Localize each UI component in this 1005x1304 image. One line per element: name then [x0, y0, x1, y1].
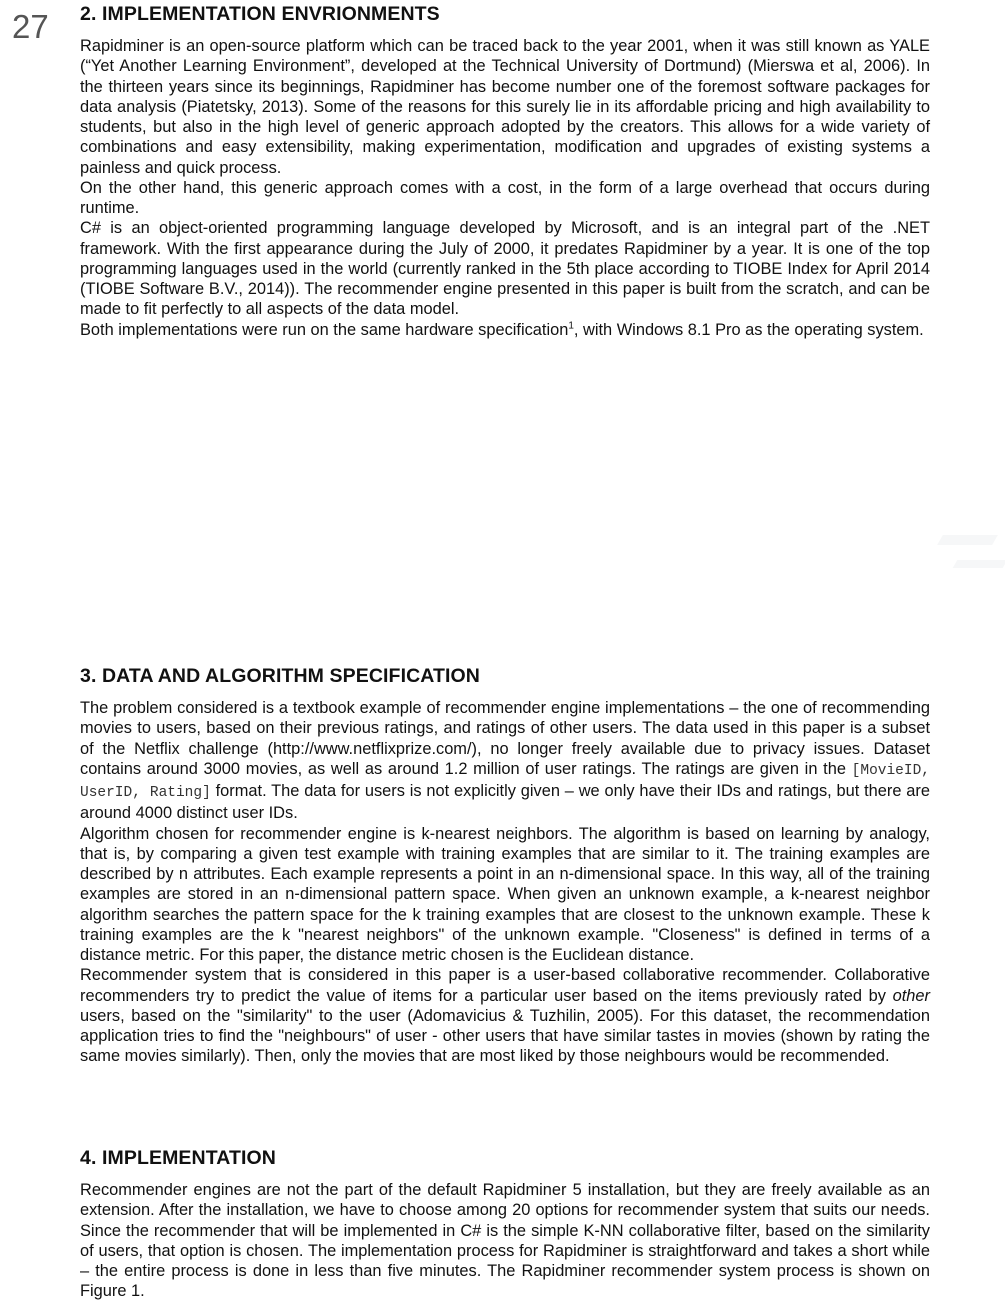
paragraph: C# is an object-oriented programming language developed by Microsoft, and is an integral part of the .NET framework. With the first appearance during the July of 2000, it predates Rapidminer by a year. It is one of the top programming languages used in the world (currently ranked in the 5th place according to TIOBE Index for April 2014 (TIOBE Software B.V., 2014)). The recommender engine presented in this paper is built from the scratch, and can be made to fit perfectly to all aspects of the data model. [80, 219, 930, 319]
section-implementation-environments [80, 2, 930, 340]
paragraph: Rapidminer is an open-source platform which can be traced back to the year 2001, when it was still known as YALE (“Yet Another Learning Environment”, developed at the Technical University of Dortmund) (Mierswa et al, 2006). In the thirteen years since its beginnings, Rapidminer has become number one of the foremost software packages for data analysis (Piatetsky, 2013). Some of the reasons for this surely lie in its affordable pricing and high availability to students, but also in the high level of generic approach adopted by the creators. This allows for a wide variety of combinations and easy extensibility, making experimentation, modification and upgrades of existing systems a painless and quick process. [80, 37, 930, 177]
section-implementation [80, 1146, 930, 1302]
paragraph [80, 698, 930, 824]
paragraph-text: , with Windows 8.1 Pro as the operating system. [573, 320, 924, 339]
section-heading: 4. IMPLEMENTATION [80, 1147, 276, 1169]
paragraph [80, 965, 930, 1066]
paragraph-text: users, based on the "similarity" to the user (Adomavicius & Tuzhilin, 2005). For this dataset, the recommendation application tries to find the "neighbours" of user - other users that have similar tastes in movies (shown by rating the same movies similarly). Then, only the movies that are most liked by those neighbours would be recommended. [80, 1006, 930, 1066]
paragraph-text: Both implementations were run on the same hardware specification [80, 320, 569, 339]
paragraph: Recommender engines are not the part of the default Rapidminer 5 installation, but they are freely available as an extension. After the installation, we have to choose among 20 options for recommender system that suits our needs. Since the recommender that will be implemented in C# is the simple K-NN collaborative filter, based on the similarity of users, that option is chosen. The implementation process for Rapidminer is straightforward and takes a short while – the entire process is done in less than five minutes. The Rapidminer recommender system process is shown on Figure 1. [80, 1181, 930, 1301]
section-heading: 2. IMPLEMENTATION ENVRIONMENTS [80, 3, 440, 25]
section-heading: 3. DATA AND ALGORITHM SPECIFICATION [80, 665, 480, 687]
paragraph [80, 320, 930, 340]
emphasis-text: other [892, 986, 930, 1005]
scan-artifact [953, 560, 1005, 568]
paragraph-text: Recommender system that is considered in this paper is a user-based collaborative recommender. Collaborative recommenders try to predict the value of items for a particular user based on the items previously rated by [80, 966, 930, 1005]
code-inline: [MovieID, UserID, Rating] [80, 762, 930, 801]
section-data-algorithm [80, 664, 930, 1067]
paragraph: On the other hand, this generic approach comes with a cost, in the form of a large overhead that occurs during runtime. [80, 178, 930, 217]
paragraph-text: The problem considered is a textbook example of recommender engine implementations – the one of recommending movies to users, based on their previous ratings, and ratings of other users. The data used in this paper is a subset of the Netflix challenge (http://www.netflixprize.com/), no longer freely available due to privacy issues. Dataset contains around 3000 movies, as well as around 1.2 million of user ratings. The ratings are given in the [80, 699, 930, 778]
paragraph-text: format. The data for users is not explicitly given – we only have their IDs and ratings, but there are around 4000 distinct user IDs. [80, 782, 930, 823]
footnote-marker: 1 [568, 320, 574, 332]
page-number: 27 [12, 8, 49, 45]
scan-artifact [937, 535, 998, 545]
paragraph: Algorithm chosen for recommender engine is k-nearest neighbors. The algorithm is based on learning by analogy, that is, by comparing a given test example with training examples that are similar to it. The training examples are described by n attributes. Each example represents a point in an n-dimensional space. In this way, all of the training examples are stored in an n-dimensional pattern space. When given an unknown example, a k-nearest neighbor algorithm searches the pattern space for the k training examples that are closest to the unknown example. These k training examples are the k "nearest neighbors" of the unknown example. "Closeness" is defined in terms of a distance metric. For this paper, the distance metric chosen is the Euclidean distance. [80, 824, 930, 964]
